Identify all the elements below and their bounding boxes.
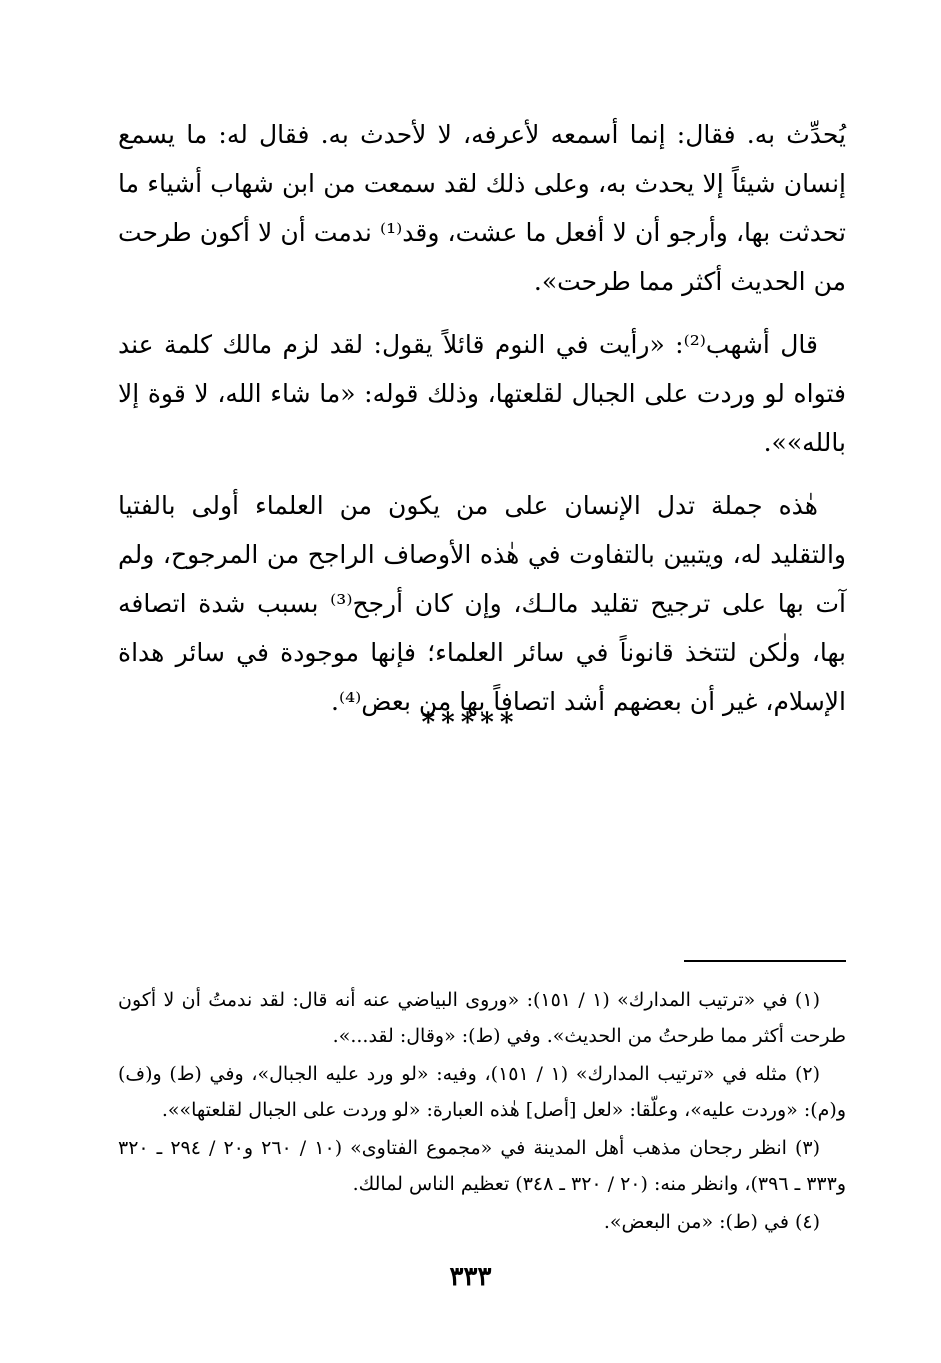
footnote-3: (٣) انظر رجحان مذهب أهل المدينة في «مجموع الفتاوى» (١٠ / ٢٦٠ و٢٠ / ٢٩٤ ـ ٣٢٠ و٣٣٣ ـ ٣٩٦)، وانظر منه: (٢٠ / ٣٢٠ ـ ٣٤٨) تعظيم الناس لمالك.	[118, 1137, 846, 1195]
paragraph-ashhab-quote: قال أشهب⁽²⁾: «رأيت في النوم قائلاً يقول: لقد لزم مالك كلمة عند فتواه لو وردت على الجبال لقلعتها، وذلك قوله: «ما شاء الله، لا قوة إلا بالله»».	[118, 330, 846, 457]
page-number: ٣٣٣	[449, 1262, 492, 1292]
footnote-1: (١) في «ترتيب المدارك» (١ / ١٥١): «وروى البياضي عنه أنه قال: لقد ندمتُ أن لا أكون طرحت أكثر مما طرحتُ من الحديث». وفي (ط): «وقال: لقد...».	[118, 989, 846, 1047]
footnote-4: (٤) في (ط): «من البعض».	[603, 1211, 820, 1233]
main-text-body	[118, 110, 846, 740]
section-separator: *****	[421, 708, 520, 738]
footnote-2: (٢) مثله في «ترتيب المدارك» (١ / ١٥١)، وفيه: «لو ورد عليه الجبال»، وفي (ط) و(ف) و(م): «وردت عليه»، وعلّقا: «لعل [أصل] هٰذه العبارة: «لو وردت على الجبال لقلعتها»».	[118, 1063, 846, 1121]
paragraph-commentary: هٰذه جملة تدل الإنسان على من يكون من العلماء أولى بالفتيا والتقليد له، ويتبين بالتفاوت في هٰذه الأوصاف الراجح من المرجوح، ولم آت بها على ترجيح تقليد مالـك، وإن كان أرجح⁽³⁾ بسبب شدة اتصافه بها، ولٰكن لتتخذ قانوناً في سائر العلماء؛ فإنها موجودة في سائر هداة الإسلام، غير أن بعضهم أشد اتصافاً بها من بعض⁽⁴⁾.	[118, 491, 846, 716]
footnotes-block	[118, 982, 846, 1242]
paragraph-continuation: يُحدِّث به. فقال: إنما أسمعه لأعرفه، لا لأحدث به. فقال له: ما يسمع إنسان شيئاً إلا يحدث به، وعلى ذلك لقد سمعت من ابن شهاب أشياء ما تحدثت بها، وأرجو أن لا أفعل ما عشت، وقد⁽¹⁾ ندمت أن لا أكون طرحت من الحديث أكثر مما طرحت».	[118, 120, 846, 296]
footnote-divider	[684, 960, 846, 962]
